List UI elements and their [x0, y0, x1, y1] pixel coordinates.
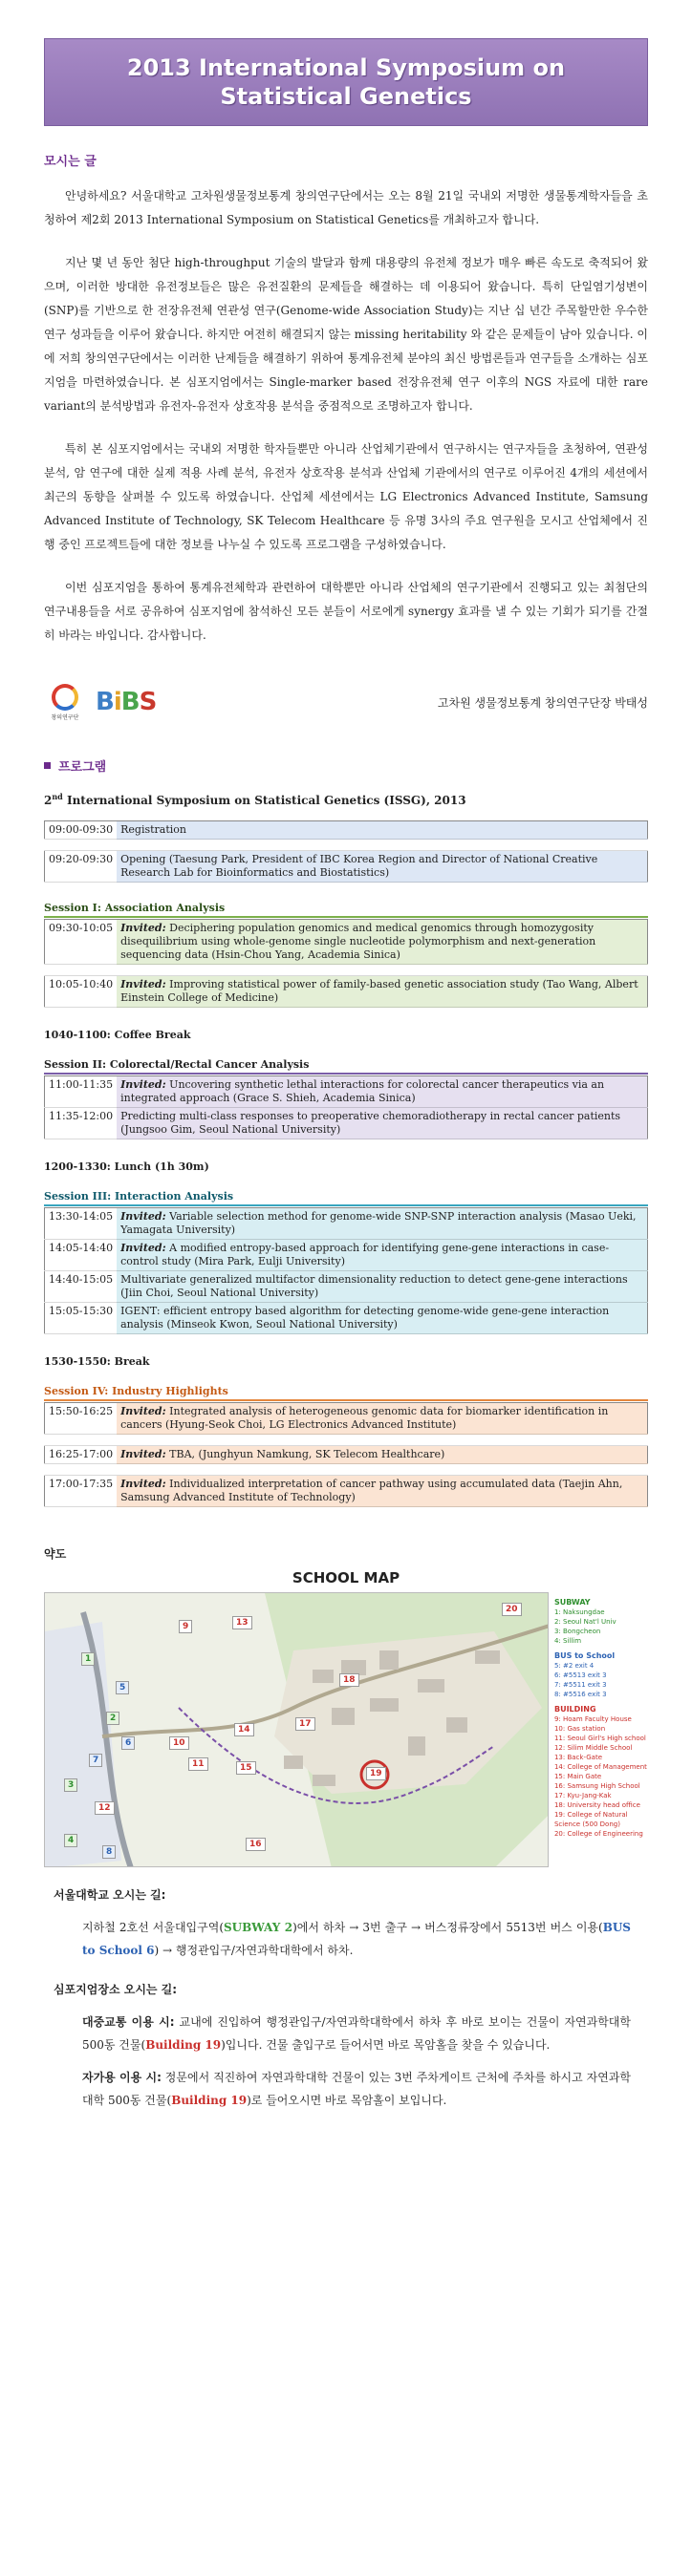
session3-table: [44, 1207, 648, 1334]
legend-bus-heading: BUS to School: [553, 1651, 616, 1660]
invite-paragraph-1: 안녕하세요? 서울대학교 고차원생물정보통계 창의연구단에서는 오는 8월 21일 국내외 저명한 생물통계학자들을 초청하여 제2회 2013 International Symposium on Statistical Genetics를 개최하고자 합니다.: [44, 189, 648, 226]
directions-venue-heading: 심포지엄장소 오시는 길:: [54, 1983, 178, 1996]
map-marker-7: 7: [89, 1754, 102, 1767]
directions-snu-text: 지하철 2호선 서울대입구역(SUBWAY 2)에서 하차 → 3번 출구 → 버스정류장에서 5513번 버스 이용(BUS to School 6) → 행정관입구/자연과학대학에서 하차.: [82, 1921, 631, 1957]
session3-title: Session III: Interaction Analysis: [44, 1190, 648, 1206]
map-marker-18: 18: [339, 1673, 359, 1687]
coffee-break: 1040-1100: Coffee Break: [44, 1029, 191, 1041]
table-row: 14:40-15:05 Multivariate generalized multifactor dimensionality reduction to detect gene-gene interactions (Jiin Choi, Seoul National University): [45, 1271, 648, 1303]
logo-ring-icon: [52, 684, 78, 711]
map-marker-4: 4: [64, 1834, 77, 1847]
program-heading: [44, 756, 648, 775]
table-row: 17:00-17:35 Invited: Individualized interpretation of cancer pathway using accumulated data (Taejin Ahn, Samsung Advanced Institute of Technology): [45, 1476, 648, 1507]
opening-table: [44, 820, 648, 883]
directions-snu-heading: 서울대학교 오시는 길:: [54, 1888, 166, 1902]
directions-public-transit: 대중교통 이용 시: 교내에 진입하여 행정관입구/자연과학대학에서 하차 후 바로 보이는 건물이 자연과학대학 500동 건물(Building 19)입니다. 건물 출입구로 들어서면 바로 목암홀을 찾을 수 있습니다.: [82, 2015, 631, 2052]
map-legend: SUBWAY 1: Naksungdae 2: Seoul Nat'l Univ 3: Bongcheon 4: Sillim BUS to School 5: #2 exit 4 6: #5513 exit 3 7: #5511 exit 3 8: #5516 exit 3 BUILDING 9: Hoam Faculty House 10: Gas station 11: Seoul Girl's High school 12: Silim Middle School 13: Back-Gate 14: College of Management 15: Main Gate 16: Samsung High School 17: Kyu-Jang-Kak 18: University head office 19: College of Natural Science (500 Dong) 20: College of Engineering: [553, 1598, 647, 1838]
table-row: 09:20-09:30 Opening (Taesung Park, President of IBC Korea Region and Director of National Creative Research Lab for Bioinformatics and Biostatistics): [45, 851, 648, 883]
lunch-break: 1200-1330: Lunch (1h 30m): [44, 1160, 209, 1173]
map-marker-9: 9: [179, 1620, 192, 1633]
signature: 고차원 생물정보통계 창의연구단장 박태성: [437, 695, 648, 710]
invite-paragraph-2: 지난 몇 년 동안 첨단 high-throughput 기술의 발달과 함께 대용량의 유전체 정보가 매우 빠른 속도로 축적되어 왔으며, 이러한 방대한 유전정보들은 많은 유전질환의 문제들을 해결하는 데 이용되어 왔습니다. 특히 단일염기성변이(SNP)를 기반으로 한 전장유전체 연관성 연구(Genome-wide Association Study)는 지난 십 년간 주목할만한 우수한 연구 성과들을 이루어 왔습니다. 하지만 여전히 해결되지 않는 missing heritability 와 같은 문제들이 남아 있습니다. 이에 저희 창의연구단에서는 이러한 난제들을 해결하기 위하여 통계유전체 분야의 최신 방법론들과 연구들을 소개하는 심포지엄을 마련하였습니다. 본 심포지엄에서는 Single-marker based 전장유전체 연구 이후의 NGS 자료에 대한 rare variant의 분석방법과 유전자-유전자 상호작용 분석을 중점적으로 조명하고자 합니다.: [44, 256, 648, 413]
bibs-logo: BiBS: [96, 688, 157, 716]
session4-table: [44, 1402, 648, 1507]
map-image: [44, 1592, 549, 1867]
session2-table: [44, 1075, 648, 1139]
map-marker-20: 20: [502, 1603, 522, 1616]
invite-paragraph-4: 이번 심포지엄을 통하여 통계유전체학과 관련하여 대학뿐만 아니라 산업체의 연구기관에서 진행되고 있는 최첨단의 연구내용들을 서로 공유하여 심포지엄에 참석하신 모든 분들이 서로에게 synergy 효과를 낼 수 있는 기회가 되기를 간절히 바라는 바입니다. 감사합니다.: [44, 581, 648, 642]
map-section-label: 약도: [44, 1547, 67, 1561]
map-marker-6: 6: [121, 1736, 135, 1750]
session1-title: Session I: Association Analysis: [44, 902, 648, 918]
banner-title-line2: Statistical Genetics: [220, 83, 472, 110]
map-marker-5: 5: [116, 1681, 129, 1694]
school-map: [44, 1592, 648, 1867]
afternoon-break: 1530-1550: Break: [44, 1355, 150, 1368]
table-row: 11:35-12:00 Predicting multi-class responses to preoperative chemoradiotherapy in rectal cancer patients (Jungsoo Gim, Seoul National University): [45, 1108, 648, 1139]
map-marker-13: 13: [232, 1616, 252, 1629]
table-row: 09:30-10:05 Invited: Deciphering population genomics and medical genomics through homozygosity disequilibrium using whole-genome single nucleotide polymorphism and next-generation sequencing data (Hsin-Chou Yang, Academia Sinica): [45, 920, 648, 965]
creative-research-logo: [44, 678, 86, 726]
map-marker-17: 17: [295, 1717, 315, 1731]
table-row: 16:25-17:00 Invited: TBA, (Junghyun Namkung, SK Telecom Healthcare): [45, 1446, 648, 1464]
program-heading-label: 프로그램: [58, 760, 107, 775]
session1-table: [44, 919, 648, 1008]
map-marker-8: 8: [102, 1845, 116, 1859]
map-marker-10: 10: [169, 1736, 189, 1750]
invite-paragraph-3: 특히 본 심포지엄에서는 국내외 저명한 학자들뿐만 아니라 산업체기관에서 연구하시는 연구자들을 초청하여, 연관성 분석, 암 연구에 대한 실제 적용 사례 분석, 유전자 상호작용 분석과 산업체 기관에서의 연구로 이루어진 4개의 세션에서 최근의 동향을 살펴볼 수 있도록 하였습니다. 산업체 세션에서는 LG Electronics Advanced Institute, Samsung Advanced Institute of Technology, SK Telecom Healthcare 등 유명 3사의 주요 연구원을 모시고 산업체에서 진행 중인 프로젝트들에 대한 정보를 나누실 수 있도록 프로그램을 구성하였습니다.: [44, 442, 648, 551]
logos: [44, 678, 156, 726]
map-marker-2: 2: [106, 1712, 119, 1725]
session2-title: Session II: Colorectal/Rectal Cancer Analysis: [44, 1058, 648, 1075]
table-row: 09:00-09:30 Registration: [45, 821, 648, 840]
invite-heading: 모시는 글: [44, 155, 97, 169]
banner-title-line1: 2013 International Symposium on: [126, 54, 566, 81]
map-marker-15: 15: [236, 1761, 256, 1775]
title-banner: [44, 38, 648, 126]
logo1-text: 창의연구단: [51, 713, 79, 721]
map-marker-3: 3: [64, 1778, 77, 1792]
map-title: SCHOOL MAP: [292, 1569, 400, 1586]
legend-building-heading: BUILDING: [553, 1705, 596, 1714]
table-row: 15:05-15:30 IGENT: efficient entropy based algorithm for detecting genome-wide gene-gene interaction analysis (Minseok Kwon, Seoul National University): [45, 1303, 648, 1334]
table-row: 14:05-14:40 Invited: A modified entropy-based approach for identifying gene-gene interactions in case-control study (Mira Park, Eulji University): [45, 1240, 648, 1271]
map-marker-11: 11: [188, 1757, 208, 1771]
legend-subway-heading: SUBWAY: [553, 1598, 591, 1607]
table-row: 10:05-10:40 Invited: Improving statistical power of family-based genetic association study (Tao Wang, Albert Einstein College of Medicine): [45, 976, 648, 1008]
session4-title: Session IV: Industry Highlights: [44, 1385, 648, 1401]
signature-row: [44, 678, 648, 726]
table-row: 13:30-14:05 Invited: Variable selection method for genome-wide SNP-SNP interaction analysis (Masao Ueki, Yamagata University): [45, 1208, 648, 1240]
map-marker-16: 16: [246, 1838, 266, 1851]
table-row: 15:50-16:25 Invited: Integrated analysis of heterogeneous genomic data for biomarker identification in cancers (Hyung-Seok Choi, LG Electronics Advanced Institute): [45, 1403, 648, 1435]
square-bullet-icon: [44, 762, 51, 769]
program-subtitle: 2nd International Symposium on Statistical Genetics (ISSG), 2013: [44, 792, 466, 807]
map-marker-14: 14: [234, 1723, 254, 1736]
map-marker-19: 19: [366, 1767, 386, 1780]
map-marker-1: 1: [81, 1652, 95, 1666]
map-marker-12: 12: [95, 1801, 115, 1815]
table-row: 11:00-11:35 Invited: Uncovering synthetic lethal interactions for colorectal cancer therapeutics via an integrated approach (Grace S. Shieh, Academia Sinica): [45, 1076, 648, 1108]
directions-car: 자가용 이용 시: 정문에서 직진하여 자연과학대학 건물이 있는 3번 주차게이트 근처에 주차를 하시고 자연과학대학 500동 건물(Building 19)로 들어오시면 바로 목암홀이 보입니다.: [82, 2071, 631, 2107]
